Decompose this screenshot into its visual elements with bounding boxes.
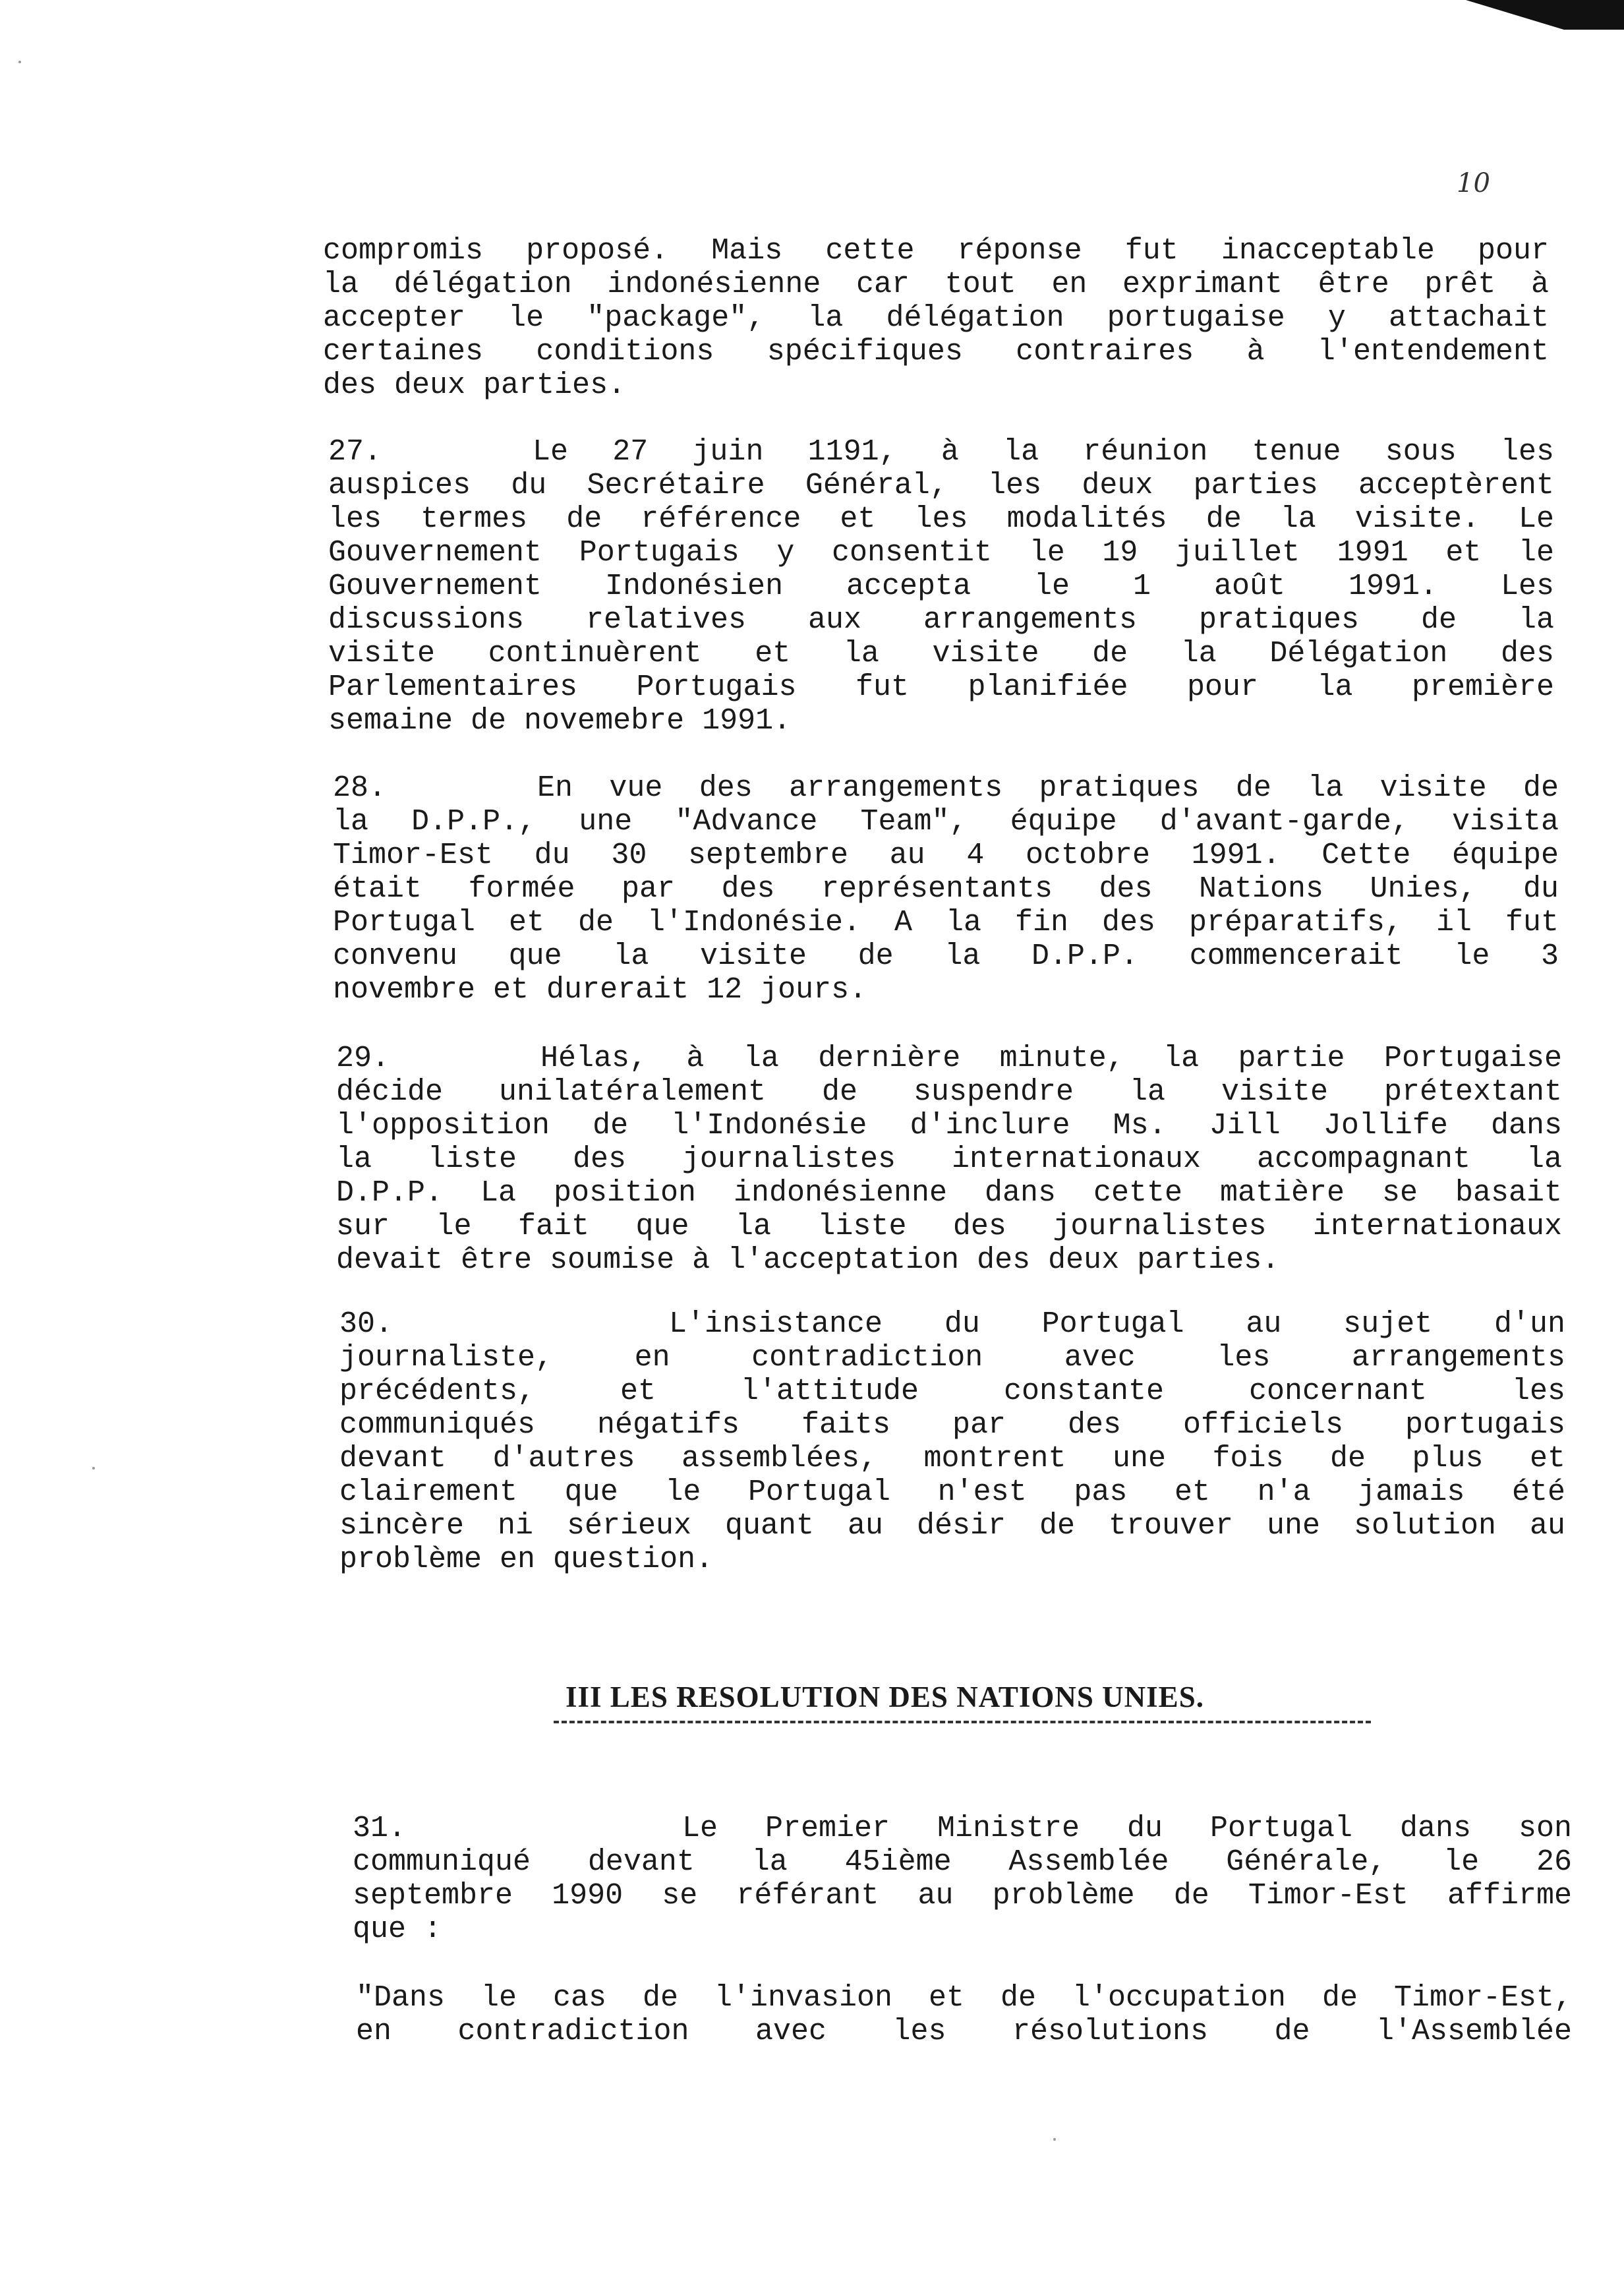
text-line: problème en question. [339, 1543, 714, 1576]
quote-block [356, 1981, 1572, 2048]
text-line: que : [353, 1913, 442, 1946]
scan-corner-mark [1466, 0, 1624, 30]
text-line: L'insistance du Portugal au sujet d'un [669, 1307, 1565, 1341]
text-line: clairement que le Portugal n'est pas et n'a jamais été [339, 1475, 1565, 1509]
text-line: était formée par des représentants des Nations Unies, du [333, 872, 1559, 906]
text-line: sincère ni sérieux quant au désir de trouver une solution au [339, 1509, 1565, 1543]
text-line: l'opposition de l'Indonésie d'inclure Ms. Jill Jollife dans [336, 1109, 1562, 1143]
text-line: D.P.P. La position indonésienne dans cette matière se basait [336, 1176, 1562, 1210]
scan-speck [92, 1467, 95, 1470]
text-line: la D.P.P., une "Advance Team", équipe d'avant-garde, visita [333, 805, 1559, 839]
paragraph-30 [339, 1307, 1565, 1576]
paragraph-31 [353, 1812, 1572, 1946]
paragraph-number: 27. [328, 435, 382, 469]
paragraph-number: 30. [339, 1307, 393, 1341]
section-heading: III LES RESOLUTION DES NATIONS UNIES. [566, 1680, 1204, 1713]
text-line: la liste des journalistes internationaux accompagnant la [336, 1143, 1562, 1176]
heading-underline [554, 1721, 1371, 1723]
paragraph-number: 29. [336, 1042, 390, 1075]
text-line: Hélas, à la dernière minute, la partie Portugaise [540, 1042, 1562, 1075]
text-line: Gouvernement Indonésien accepta le 1 août 1991. Les [328, 570, 1554, 603]
text-line: décide unilatéralement de suspendre la visite prétextant [336, 1075, 1562, 1109]
text-line: auspices du Secrétaire Général, les deux parties acceptèrent [328, 469, 1554, 502]
text-line: la délégation indonésienne car tout en exprimant être prêt à [323, 268, 1549, 301]
text-line: devait être soumise à l'acceptation des deux parties. [336, 1243, 1280, 1277]
paragraph-27 [328, 435, 1554, 738]
text-line: compromis proposé. Mais cette réponse fut inacceptable pour [323, 234, 1549, 268]
text-line: semaine de novemebre 1991. [328, 704, 792, 738]
text-line: Le 27 juin 1191, à la réunion tenue sous les [533, 435, 1554, 469]
paragraph-number: 28. [333, 771, 387, 805]
paragraph-29 [336, 1042, 1562, 1277]
paragraph-28 [333, 771, 1559, 1007]
text-line: précédents, et l'attitude constante concernant les [339, 1375, 1565, 1408]
paragraph-continued [323, 234, 1549, 402]
text-line: visite continuèrent et la visite de la Délégation des [328, 637, 1554, 670]
text-line: convenu que la visite de la D.P.P. commencerait le 3 [333, 939, 1559, 973]
text-line: communiqués négatifs faits par des officiels portugais [339, 1408, 1565, 1442]
text-line: "Dans le cas de l'invasion et de l'occupation de Timor-Est, [356, 1981, 1572, 2015]
text-line: journaliste, en contradiction avec les arrangements [339, 1341, 1565, 1375]
text-line: sur le fait que la liste des journalistes internationaux [336, 1210, 1562, 1243]
text-line: Le Premier Ministre du Portugal dans son [682, 1812, 1572, 1845]
text-line: certaines conditions spécifiques contraires à l'entendement [323, 335, 1549, 369]
text-line: accepter le "package", la délégation portugaise y attachait [323, 301, 1549, 335]
scan-speck [18, 61, 21, 63]
paragraph-number: 31. [353, 1812, 407, 1845]
text-line: Timor-Est du 30 septembre au 4 octobre 1991. Cette équipe [333, 839, 1559, 872]
text-line: Portugal et de l'Indonésie. A la fin des préparatifs, il fut [333, 906, 1559, 939]
text-line: En vue des arrangements pratiques de la visite de [537, 771, 1559, 805]
text-line: les termes de référence et les modalités de la visite. Le [328, 502, 1554, 536]
text-line: septembre 1990 se référant au problème de Timor-Est affirme [353, 1879, 1572, 1913]
text-line: Gouvernement Portugais y consentit le 19 juillet 1991 et le [328, 536, 1554, 570]
text-line: Parlementaires Portugais fut planifiée pour la première [328, 670, 1554, 704]
text-line: devant d'autres assemblées, montrent une fois de plus et [339, 1442, 1565, 1475]
page-number: 10 [1457, 168, 1490, 198]
text-line: des deux parties. [323, 369, 626, 402]
text-line: discussions relatives aux arrangements pratiques de la [328, 603, 1554, 637]
text-line: en contradiction avec les résolutions de l'Assemblée [356, 2015, 1572, 2048]
scan-speck [1053, 2138, 1056, 2141]
text-line: communiqué devant la 45ième Assemblée Générale, le 26 [353, 1845, 1572, 1879]
text-line: novembre et durerait 12 jours. [333, 973, 867, 1007]
